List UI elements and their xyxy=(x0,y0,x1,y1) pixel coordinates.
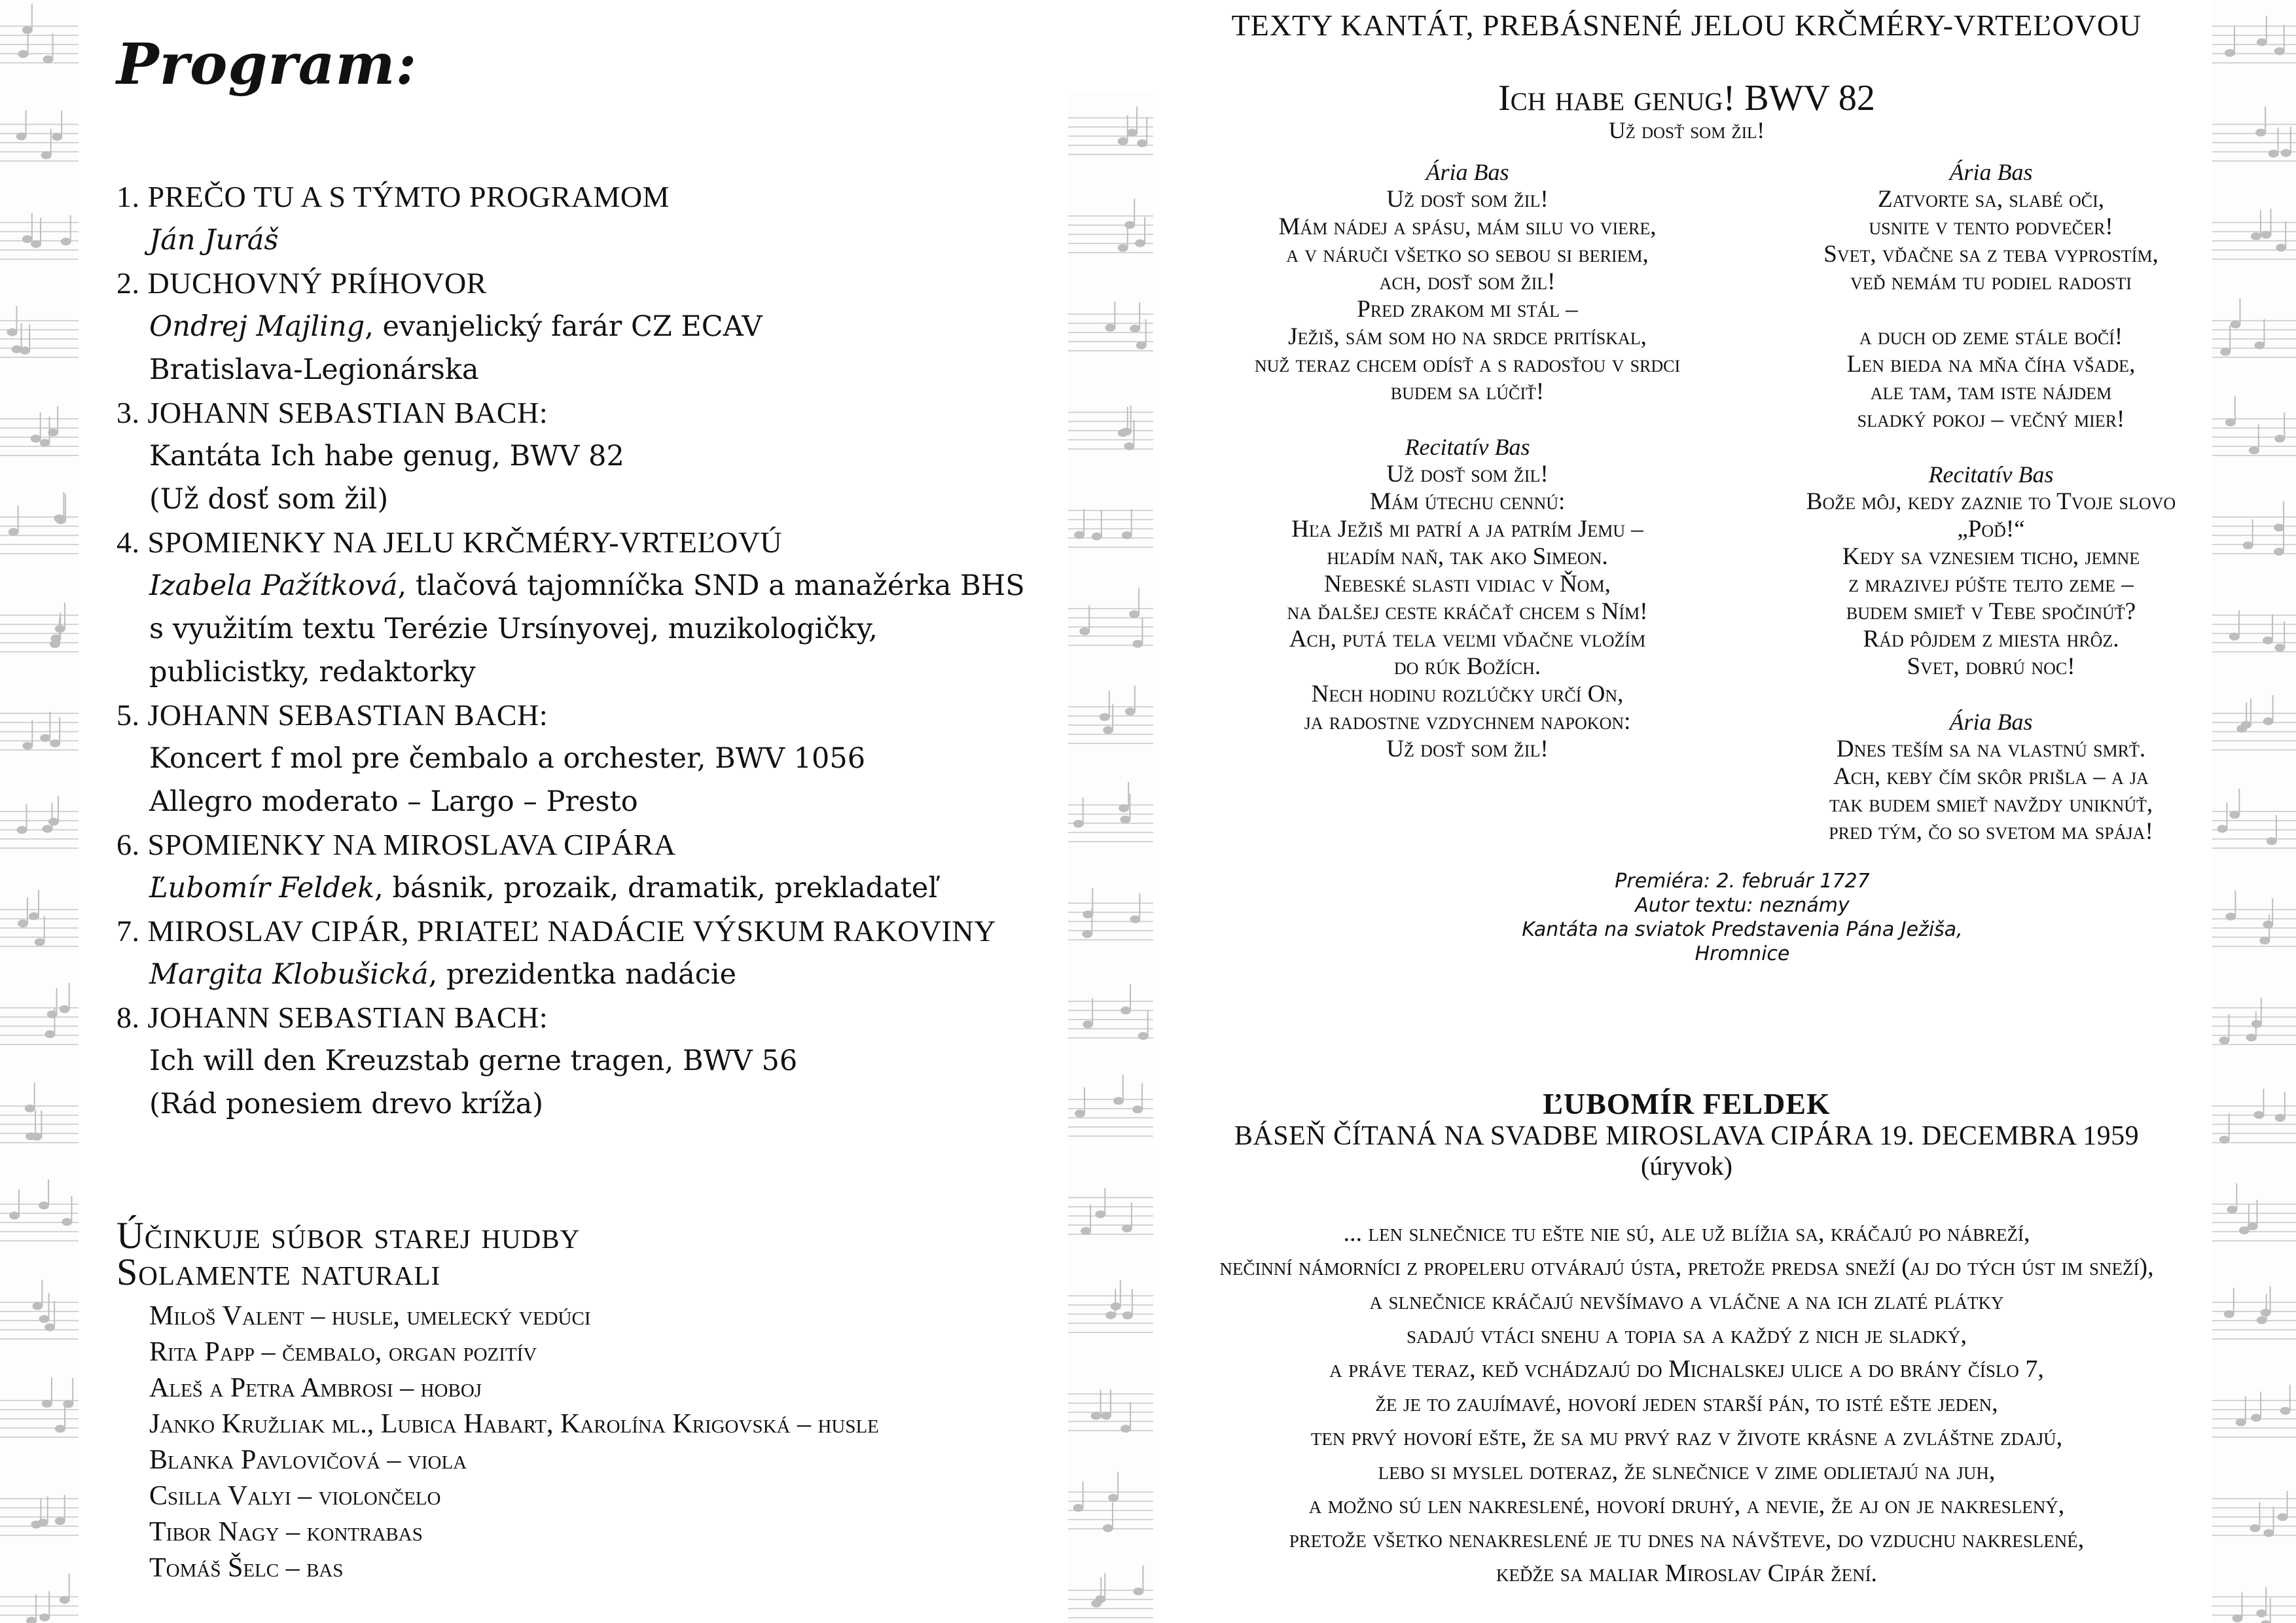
ensemble-title-line: Solamente naturali xyxy=(117,1251,441,1293)
section-spacer xyxy=(1762,681,2220,708)
program-page xyxy=(117,0,1072,1623)
lyric-line: ale tam, tam iste nájdem xyxy=(1870,378,2112,405)
program-item-detail xyxy=(117,737,1072,780)
program-item-detail xyxy=(117,435,1072,478)
poem-line: sadajú vtáci snehu a topia sa a každý z nich je sladký, xyxy=(1406,1321,1967,1349)
premiere-info xyxy=(1350,869,2135,966)
poem-line: a práve teraz, keď vchádzajú do Michalskej ulice a do brány číslo 7, xyxy=(1329,1355,2044,1383)
poem-line: ten prvý hovorí ešte, že sa mu prvý raz v živote krásne a zvláštne zdajú, xyxy=(1310,1423,2063,1451)
detail-text: (Rád ponesiem drevo kríža) xyxy=(149,1088,544,1120)
detail-text: , básnik, prozaik, dramatik, prekladateľ xyxy=(374,872,938,904)
program-item-heading: 3. JOHANN SEBASTIAN BACH: xyxy=(117,396,548,429)
poem-line: že je to zaujímavé, hovorí jeden starší pán, to isté ešte jeden, xyxy=(1375,1389,1998,1417)
poem-line: lebo si myslel doteraz, že slnečnice v zime odlietajú na juh, xyxy=(1378,1457,1996,1485)
program-item-heading: 8. JOHANN SEBASTIAN BACH: xyxy=(117,1001,548,1034)
lyric-line: Svet, dobrú noc! xyxy=(1907,653,2075,680)
detail-text: Koncert f mol pre čembalo a orchester, BWV 1056 xyxy=(149,742,866,775)
lyric-line: Dnes teším sa na vlastnú smrť. xyxy=(1836,736,2146,762)
program-item-detail xyxy=(117,1039,1072,1082)
lyric-line: Zatvorte sa, slabé oči, xyxy=(1877,186,2105,213)
poem-text xyxy=(1153,1216,2220,1590)
lyric-line: tak budem smieť navždy uniknúť, xyxy=(1829,791,2153,817)
poem-line: ... len slnečnice tu ešte nie sú, ale už blížia sa, kráčajú po nábreží, xyxy=(1343,1219,2030,1247)
program-item xyxy=(117,694,1072,823)
ensemble-member: Janko Kružliak ml., Lubica Habart, Karolína Krigovská – husle xyxy=(149,1409,879,1439)
ensemble-title xyxy=(117,1214,1098,1293)
lyric-line: Len bieda na mňa číha všade, xyxy=(1846,351,2136,378)
program-item-detail xyxy=(117,953,1072,996)
detail-text: s využitím textu Terézie Ursínyovej, muzikologičky, xyxy=(149,613,878,645)
lyric-line: Bože môj, kedy zaznie to Tvoje slovo xyxy=(1806,488,2176,515)
lyric-line: Kedy sa vznesiem ticho, jemne xyxy=(1842,543,2140,570)
lyric-line: Hľa Ježiš mi patrí a ja patrím Jemu – xyxy=(1291,516,1643,543)
lyric-line: Rád pôjdem z miesta hrôz. xyxy=(1863,626,2119,652)
staff-lines-graphic xyxy=(0,0,79,1623)
premiere-line: Premiéra: 2. február 1727 xyxy=(1615,870,1870,893)
performer-name: Izabela Pažítková xyxy=(149,569,398,602)
program-item xyxy=(117,175,1072,262)
premiere-line: Kantáta na sviatok Predstavenia Pána Ježiša, xyxy=(1522,918,1963,941)
lyric-line: do rúk Božích. xyxy=(1393,653,1541,680)
lyric-line: Už dosť som žil! xyxy=(1386,461,1549,488)
poem-line: a slnečnice kráčajú nevšímavo a vláčne a na ich zlaté plátky xyxy=(1369,1287,2004,1315)
detail-text: Allegro moderato – Largo – Presto xyxy=(149,785,638,818)
program-item-detail xyxy=(117,348,1072,391)
detail-text: Bratislava-Legionárska xyxy=(149,353,479,386)
lyric-line: hľadím naň, tak ako Simeon. xyxy=(1327,543,1608,570)
performer-name: Ondrej Majling xyxy=(149,310,365,343)
program-item-detail xyxy=(117,305,1072,348)
section-spacer xyxy=(1153,406,1782,433)
cantata-title: Ich habe genug! BWV 82 xyxy=(1498,78,1875,118)
program-item-detail xyxy=(117,780,1072,823)
program-item xyxy=(117,262,1072,391)
ensemble-members xyxy=(117,1298,1098,1586)
lyric-line: Nech hodinu rozlúčky určí On, xyxy=(1311,681,1624,707)
detail-text: (Už dosť som žil) xyxy=(149,483,389,516)
poem-note: (úryvok) xyxy=(1641,1151,1732,1181)
sheet-music-decoration-right xyxy=(2212,0,2296,1623)
program-item xyxy=(117,910,1072,996)
lyric-line: z mrazivej púšte tejto zeme – xyxy=(1848,571,2134,597)
ensemble-section xyxy=(117,1214,1098,1586)
program-item xyxy=(117,521,1072,694)
lyric-line: Už dosť som žil! xyxy=(1386,736,1549,762)
lyrics-column-left xyxy=(1153,158,1782,763)
section-title: Ária Bas xyxy=(1426,159,1509,185)
lyric-line: sladký pokoj – večný mier! xyxy=(1857,406,2125,433)
premiere-line: Hromnice xyxy=(1695,942,1790,965)
ensemble-member: Tomáš Šelc – bas xyxy=(149,1553,344,1583)
detail-text: , tlačová tajomníčka SND a manažérka BHS xyxy=(397,569,1025,602)
detail-text: Kantáta Ich habe genug, BWV 82 xyxy=(149,440,624,473)
program-item-detail xyxy=(117,478,1072,521)
lyric-line: usnite v tento podvečer! xyxy=(1869,213,2113,240)
performer-name: Ján Juráš xyxy=(149,224,279,257)
sheet-music-decoration-left xyxy=(0,0,79,1623)
cantata-subtitle: Už dosť som žil! xyxy=(1608,117,1765,143)
program-item xyxy=(117,996,1072,1126)
section-title: Ária Bas xyxy=(1949,709,2033,735)
section-title: Recitatív Bas xyxy=(1405,434,1530,460)
lyric-line: nuž teraz chcem odísť a s radosťou v srdci xyxy=(1254,351,1681,378)
detail-text: Ich will den Kreuzstab gerne tragen, BWV 56 xyxy=(149,1044,798,1077)
program-title: Program: xyxy=(117,31,418,98)
program-item xyxy=(117,391,1072,521)
program-item-heading: 1. PREČO TU A S TÝMTO PROGRAMOM xyxy=(117,180,670,213)
poet-name: ĽUBOMÍR FELDEK xyxy=(1543,1087,1831,1120)
lyric-line: ja radostne vzdychnem napokon: xyxy=(1304,708,1631,735)
texts-heading: TEXTY KANTÁT, PREBÁSNENÉ JELOU KRČMÉRY-VRTEĽOVOU xyxy=(1231,9,2142,42)
program-item-detail xyxy=(117,651,1072,694)
program-item-detail xyxy=(117,1082,1072,1126)
poem-line: nečinní námorníci z propeleru otvárajú ústa, pretože predsa sneží (aj do tých úst im sneží), xyxy=(1219,1253,2154,1281)
lyrics-column-right xyxy=(1762,158,2220,846)
staff-lines-graphic xyxy=(2212,0,2296,1623)
lyric-line: Už dosť som žil! xyxy=(1386,186,1549,213)
lyric-line: Pred zrakom mi stál – xyxy=(1357,296,1578,323)
section-title: Ária Bas xyxy=(1949,159,2033,185)
lyric-line: a duch od zeme stále bočí! xyxy=(1859,323,2123,350)
ensemble-title-line: Účinkuje súbor starej hudby xyxy=(117,1214,581,1257)
lyric-line: Svet, vďačne sa z teba vyprostím, xyxy=(1823,241,2159,268)
program-item-heading: 4. SPOMIENKY NA JELU KRČMÉRY-VRTEĽOVÚ xyxy=(117,526,783,559)
program-item-detail xyxy=(117,607,1072,651)
lyric-line: na ďalšej ceste kráčať chcem s Ním! xyxy=(1287,598,1648,625)
lyric-line: Ach, keby čím skôr prišla – a ja xyxy=(1833,763,2149,790)
section-spacer xyxy=(1762,433,2220,461)
ensemble-member: Tibor Nagy – kontrabas xyxy=(149,1517,423,1547)
performer-name: Margita Klobušická xyxy=(149,958,429,991)
cantata-texts-page xyxy=(1153,0,2220,1623)
performer-name: Ľubomír Feldek xyxy=(149,872,375,904)
poem-line: keďže sa maliar Miroslav Cipár žení. xyxy=(1496,1560,1878,1587)
poem-line: pretože všetko nenakreslené je tu dnes na návšteve, do vzduchu nakreslené, xyxy=(1289,1525,2085,1553)
detail-text: , prezidentka nadácie xyxy=(428,958,737,991)
premiere-line: Autor textu: neznámy xyxy=(1635,894,1850,917)
ensemble-member: Rita Papp – čembalo, organ pozitív xyxy=(149,1337,537,1367)
poem-title: BÁSEŇ ČÍTANÁ NA SVADBE MIROSLAVA CIPÁRA 19. DECEMBRA 1959 xyxy=(1234,1121,2140,1151)
lyric-line: Ach, putá tela veľmi vďačne vložím xyxy=(1289,626,1646,652)
program-item-heading: 7. MIROSLAV CIPÁR, PRIATEĽ NADÁCIE VÝSKUM RAKOVINY xyxy=(117,914,996,948)
ensemble-member: Miloš Valent – husle, umelecký vedúci xyxy=(149,1301,591,1331)
section-title: Recitatív Bas xyxy=(1928,461,2054,488)
lyric-line: a v náruči všetko so sebou si beriem, xyxy=(1286,241,1649,268)
stanza-spacer xyxy=(1762,296,2220,323)
program-item-heading: 5. JOHANN SEBASTIAN BACH: xyxy=(117,698,548,732)
program-item-heading: 6. SPOMIENKY NA MIROSLAVA CIPÁRA xyxy=(117,828,676,861)
detail-text: publicistky, redaktorky xyxy=(149,656,476,688)
lyric-line: pred tým, čo so svetom ma spája! xyxy=(1829,818,2153,845)
lyric-line: Mám nádej a spásu, mám silu vo viere, xyxy=(1278,213,1657,240)
program-item-detail xyxy=(117,219,1072,262)
lyric-line: budem sa lúčiť! xyxy=(1390,378,1545,405)
ensemble-member: Aleš a Petra Ambrosi – hoboj xyxy=(149,1373,482,1403)
program-item-detail xyxy=(117,564,1072,607)
ensemble-member: Blanka Pavlovičová – viola xyxy=(149,1445,467,1475)
lyric-line: veď nemám tu podiel radosti xyxy=(1850,268,2132,295)
lyric-line: Mám útechu cennú: xyxy=(1369,488,1566,515)
program-item xyxy=(117,823,1072,910)
lyric-line: Nebeské slasti vidiac v Ňom, xyxy=(1324,571,1611,597)
program-item-heading: 2. DUCHOVNÝ PRÍHOVOR xyxy=(117,266,487,300)
poem-line: a možno sú len nakreslené, hovorí druhý, a nevie, že aj on je nakreslený, xyxy=(1308,1491,2065,1519)
program-list xyxy=(117,175,1072,1126)
lyric-line: ach, dosť som žil! xyxy=(1379,268,1556,295)
ensemble-member: Csilla Valyi – violončelo xyxy=(149,1481,441,1511)
program-item-detail xyxy=(117,866,1072,910)
detail-text: , evanjelický farár CZ ECAV xyxy=(365,310,762,343)
lyric-line: Ježiš, sám som ho na srdce pritískal, xyxy=(1288,323,1647,350)
lyric-line: budem smieť v Tebe spočinúť? xyxy=(1846,598,2136,625)
lyric-line: „Poď!“ xyxy=(1957,516,2025,543)
